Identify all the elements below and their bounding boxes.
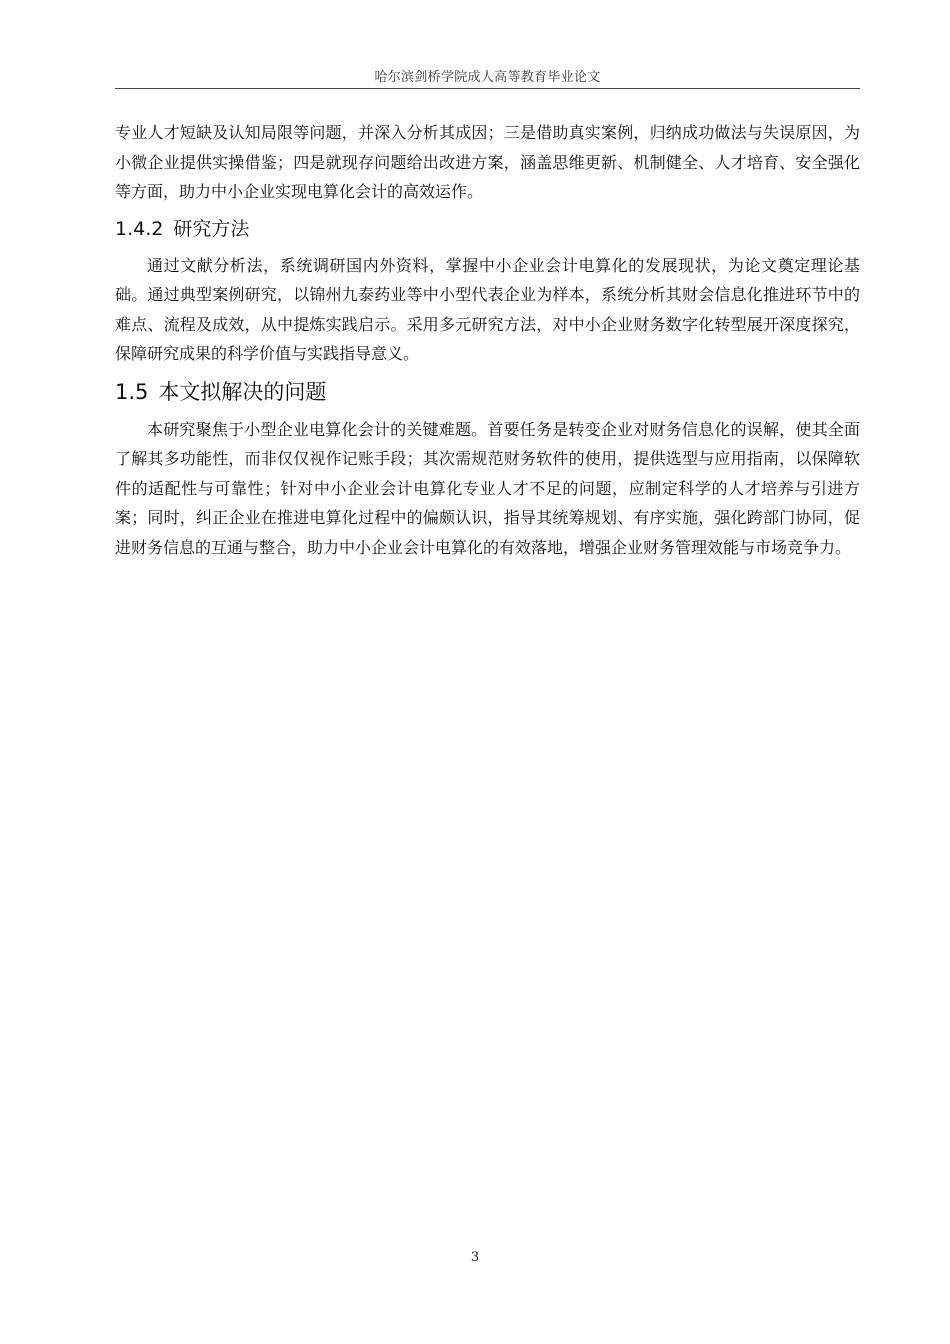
paragraph-problems-to-solve: 本研究聚焦于小型企业电算化会计的关键难题。首要任务是转变企业对财务信息化的误解，使其全面了解其多功能性，而非仅仅视作记账手段；其次需规范财务软件的使用，提供选型与应用指南，以保障软件的适配性与可靠性；针对中小企业会计电算化专业人才不足的问题，应制定科学的人才培养与引进方案；同时，纠正企业在推进电算化过程中的偏颇认识，指导其统筹规划、有序实施，强化跨部门协同，促进财务信息的互通与整合，助力中小企业会计电算化的有效落地，增强企业财务管理效能与市场竞争力。: [115, 419, 860, 557]
section-number: 1.4.2: [115, 217, 164, 240]
section-heading-1-5: [115, 377, 860, 407]
section-heading-1-4-2: [115, 215, 860, 243]
running-header: 哈尔滨剑桥学院成人高等教育毕业论文: [374, 70, 601, 85]
page-body: [115, 118, 860, 562]
section-number: 1.5: [115, 379, 149, 404]
paragraph-research-methods: 通过文献分析法，系统调研国内外资料，掌握中小企业会计电算化的发展现状，为论文奠定理论基础。通过典型案例研究，以锦州九泰药业等中小型代表企业为样本，系统分析其财会信息化推进环节中的难点、流程及成效，从中提炼实践启示。采用多元研究方法，对中小企业财务数字化转型展开深度探究，保障研究成果的科学价值与实践指导意义。: [115, 255, 860, 363]
section-title: 研究方法: [173, 217, 250, 240]
paragraph-research-content-end: 专业人才短缺及认知局限等问题，并深入分析其成因；三是借助真实案例，归纳成功做法与失误原因，为小微企业提供实操借鉴；四是就现存问题给出改进方案，涵盖思维更新、机制健全、人才培育、安全强化等方面，助力中小企业实现电算化会计的高效运作。: [115, 123, 860, 201]
page-number: 3: [470, 1250, 480, 1265]
section-title: 本文拟解决的问题: [158, 379, 327, 404]
header-divider: [115, 88, 860, 89]
